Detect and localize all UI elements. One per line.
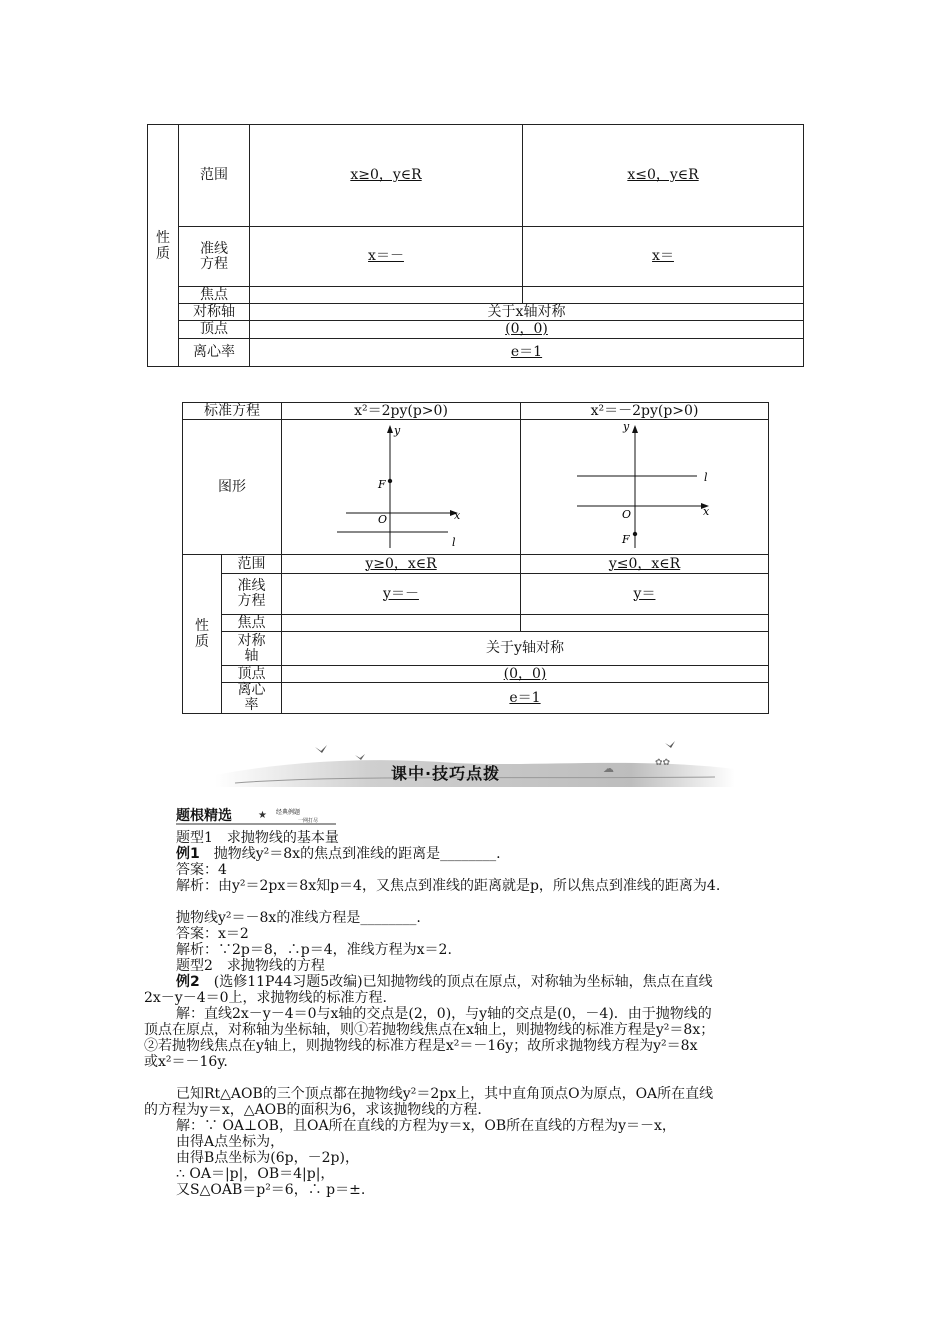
svg-text:O: O [378, 513, 388, 526]
question3-line2: 的方程为y＝x，△AOB的面积为6，求该抛物线的方程. [144, 1102, 482, 1118]
solution3-line4: 或x²＝－16y. [144, 1054, 228, 1070]
solution4-line2: 由得A点坐标为， [176, 1134, 285, 1150]
solution2: 解析：∵2p＝8，∴p＝4，准线方程为x＝2. [176, 942, 452, 958]
range-left: y≥0，x∈R [282, 555, 521, 574]
answer1: 答案：4 [176, 862, 227, 878]
row-label-axis: 对称轴 [179, 304, 250, 321]
section-banner [215, 735, 735, 795]
svg-text:y: y [394, 424, 401, 437]
example2-line2: 2x－y－4＝0上，求抛物线的标准方程. [144, 990, 387, 1006]
section-tag-main: 题根精选 [176, 808, 232, 824]
svg-text:☁: ☁ [603, 762, 614, 775]
graph-left-cell [282, 420, 521, 555]
solution3-line2: 顶点在原点，对称轴为坐标轴，则①若抛物线焦点在x轴上，则抛物线的标准方程是y²＝8x； [144, 1022, 715, 1038]
header-label: 标准方程 [183, 403, 282, 420]
section-label: 性质 [183, 555, 222, 714]
svg-text:F: F [622, 533, 630, 546]
section-tag [176, 805, 336, 825]
section-tag-sub2: 一网打尽 [298, 818, 319, 824]
svg-text:x: x [454, 509, 461, 522]
svg-text:O: O [622, 508, 632, 521]
table-y-axis-properties [182, 402, 769, 714]
solution1: 解析：由y²＝2px＝8x知p＝4，又焦点到准线的距离就是p，所以焦点到准线的距离为4. [176, 878, 721, 894]
row-label-eccentricity: 离心率 [179, 339, 250, 367]
example2-line1: 例2 (选修11P44习题5改编)已知抛物线的顶点在原点，对称轴为坐标轴，焦点在直线 [176, 974, 713, 990]
solution4-line4: ∴ OA＝|p|，OB＝4|p|， [176, 1166, 335, 1182]
focus-left [250, 287, 523, 304]
directrix-left: y＝－ [282, 574, 521, 615]
question2: 抛物线y²＝－8x的准线方程是________. [176, 910, 421, 926]
range-right: x≤0，y∈R [523, 125, 804, 227]
row-label-directrix: 准线方程 [179, 227, 250, 287]
directrix-right: x＝ [523, 227, 804, 287]
focus-right [521, 615, 769, 632]
row-label-range: 范围 [222, 555, 282, 574]
directrix-right: y＝ [521, 574, 769, 615]
row-label-axis: 对称轴 [222, 632, 282, 666]
solution3-line1: 解：直线2x－y－4＝0与x轴的交点是(2，0)，与y轴的交点是(0，－4)．由于抛物线的 [176, 1006, 712, 1022]
range-right: y≤0，x∈R [521, 555, 769, 574]
solution3-line3: ②若抛物线焦点在y轴上，则抛物线的标准方程是x²＝－16y；故所求抛物线方程为y²＝8x [144, 1038, 698, 1054]
type1-title: 题型1 求抛物线的基本量 [176, 830, 339, 846]
eq-right: x²＝－2py(p>0) [521, 403, 769, 420]
parabola-graph-down [521, 420, 769, 550]
graph-right-cell [521, 420, 769, 555]
type2-title: 题型2 求抛物线的方程 [176, 958, 325, 974]
range-left: x≥0，y∈R [250, 125, 523, 227]
solution4-line3: 由得B点坐标为(6p，－2p)， [176, 1150, 359, 1166]
eq-left: x²＝2py(p>0) [282, 403, 521, 420]
focus-left [282, 615, 521, 632]
row-label-range: 范围 [179, 125, 250, 227]
row-label-focus: 焦点 [222, 615, 282, 632]
axis-value: 关于y轴对称 [282, 632, 769, 666]
svg-text:l: l [704, 471, 708, 484]
vertex-value: (0，0) [282, 666, 769, 683]
solution4-line1: 解：∵ OA⊥OB，且OA所在直线的方程为y＝x，OB所在直线的方程为y＝－x， [176, 1118, 676, 1134]
section-label: 性质 [148, 125, 179, 367]
eccentricity-value: e＝1 [282, 683, 769, 714]
parabola-graph-up [282, 420, 521, 550]
row-label-directrix: 准线方程 [222, 574, 282, 615]
table-x-axis-properties [147, 124, 804, 367]
directrix-left: x＝－ [250, 227, 523, 287]
row-label-vertex: 顶点 [222, 666, 282, 683]
answer2: 答案：x＝2 [176, 926, 249, 942]
row-label-vertex: 顶点 [179, 321, 250, 339]
example1: 例1 抛物线y²＝8x的焦点到准线的距离是________. [176, 846, 501, 862]
eccentricity-value: e＝1 [250, 339, 804, 367]
svg-text:★: ★ [258, 810, 267, 821]
axis-value: 关于x轴对称 [250, 304, 804, 321]
svg-text:F: F [378, 478, 386, 491]
row-label-focus: 焦点 [179, 287, 250, 304]
focus-right [523, 287, 804, 304]
svg-text:x: x [703, 505, 710, 518]
svg-text:✿✿: ✿✿ [655, 758, 671, 768]
svg-text:l: l [452, 536, 456, 549]
row-label-eccentricity: 离心率 [222, 683, 282, 714]
question3-line1: 已知Rt△AOB的三个顶点都在抛物线y²＝2px上，其中直角顶点O为原点，OA所在直线 [176, 1086, 714, 1102]
vertex-value: (0，0) [250, 321, 804, 339]
svg-text:y: y [623, 420, 630, 433]
banner-title: 课中·技巧点拨 [391, 764, 501, 783]
section-tag-sub1: 经典例题 [276, 809, 301, 816]
solution4-line5: 又S△OAB＝p²＝6，∴ p＝±. [176, 1182, 366, 1198]
figure-label: 图形 [183, 420, 282, 555]
